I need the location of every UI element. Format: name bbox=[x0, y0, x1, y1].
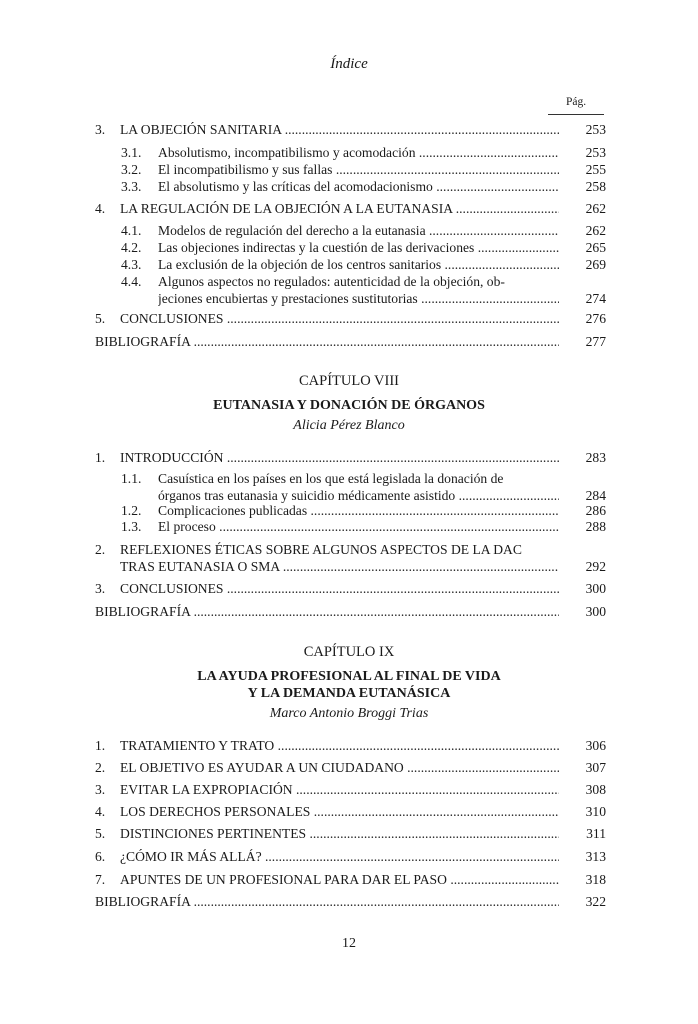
toc-bibliography bbox=[0, 893, 698, 911]
toc-entry-number: 4.3. bbox=[121, 257, 142, 272]
toc-entry bbox=[0, 200, 698, 218]
toc-entry-number: 3.1. bbox=[121, 145, 142, 160]
toc-subentry bbox=[0, 161, 698, 179]
toc-entry-number: 1. bbox=[95, 738, 106, 753]
toc-entry-page: 284 bbox=[585, 488, 606, 503]
toc-entry-page: 253 bbox=[585, 122, 606, 137]
toc-entry bbox=[0, 781, 698, 799]
page-number: 12 bbox=[342, 936, 356, 951]
toc-entry-page: 306 bbox=[585, 738, 606, 753]
toc-subentry bbox=[0, 256, 698, 274]
toc-entry bbox=[0, 541, 698, 559]
toc-entry-page: 258 bbox=[585, 179, 606, 194]
toc-entry-number: 1.2. bbox=[121, 503, 142, 518]
toc-subentry bbox=[0, 222, 698, 240]
toc-entry-page: 262 bbox=[585, 223, 606, 238]
toc-entry-page: 269 bbox=[585, 257, 606, 272]
toc-entry-title: ¿CÓMO IR MÁS ALLÁ? ..... bbox=[120, 848, 559, 866]
toc-entry-number: 3. bbox=[95, 782, 106, 797]
page-column-label: Pág. bbox=[565, 96, 587, 108]
toc-entry-number: 4.4. bbox=[121, 274, 142, 289]
toc-subentry bbox=[0, 144, 698, 162]
toc-entry-number: 3. bbox=[95, 581, 106, 596]
chapter-author: Alicia Pérez Blanco bbox=[293, 418, 405, 433]
toc-entry-number: 5. bbox=[95, 311, 106, 326]
toc-entry-title: REFLEXIONES ÉTICAS SOBRE ALGUNOS ASPECTOS DE LA DAC bbox=[120, 542, 522, 557]
toc-entry-number: 4. bbox=[95, 201, 106, 216]
toc-entry-title: El proceso ..... bbox=[158, 518, 559, 536]
toc-entry-page: 292 bbox=[585, 559, 606, 574]
toc-entry-title: La exclusión de la objeción de los centros sanitarios ..... bbox=[158, 256, 559, 274]
toc-entry-number: 6. bbox=[95, 849, 106, 864]
toc-entry-number: 2. bbox=[95, 542, 106, 557]
toc-entry-title: LOS DERECHOS PERSONALES ..... bbox=[120, 803, 559, 821]
toc-entry-title: órganos tras eutanasia y suicidio médicamente asistido ..... bbox=[158, 487, 559, 505]
chapter-title: EUTANASIA Y DONACIÓN DE ÓRGANOS bbox=[213, 398, 485, 413]
chapter-title-line2: Y LA DEMANDA EUTANÁSICA bbox=[247, 686, 451, 701]
toc-entry-page: 288 bbox=[585, 519, 606, 534]
toc-entry-number: 1.1. bbox=[121, 471, 142, 486]
toc-entry-continuation bbox=[0, 558, 698, 576]
toc-entry-number: 5. bbox=[95, 826, 106, 841]
chapter-title-line1: LA AYUDA PROFESIONAL AL FINAL DE VIDA bbox=[197, 669, 501, 684]
toc-entry-title: LA REGULACIÓN DE LA OBJECIÓN A LA EUTANASIA ..... bbox=[120, 200, 559, 218]
toc-entry-page: 311 bbox=[586, 826, 606, 841]
toc-entry bbox=[0, 121, 698, 139]
toc-entry bbox=[0, 449, 698, 467]
toc-entry-title: Modelos de regulación del derecho a la eutanasia ..... bbox=[158, 222, 559, 240]
toc-entry-number: 3. bbox=[95, 122, 106, 137]
toc-entry-number: 2. bbox=[95, 760, 106, 775]
toc-entry-number: 4.1. bbox=[121, 223, 142, 238]
toc-entry-title: INTRODUCCIÓN ..... bbox=[120, 449, 559, 467]
toc-entry-number: 4.2. bbox=[121, 240, 142, 255]
toc-entry-title: Las objeciones indirectas y la cuestión de las derivaciones ..... bbox=[158, 239, 559, 257]
toc-entry-page: 276 bbox=[585, 311, 606, 326]
toc-entry-title: Absolutismo, incompatibilismo y acomodación ..... bbox=[158, 144, 559, 162]
toc-entry bbox=[0, 871, 698, 889]
toc-entry-number: 1. bbox=[95, 450, 106, 465]
toc-entry-page: 313 bbox=[585, 849, 606, 864]
toc-subentry-continuation bbox=[0, 290, 698, 308]
toc-entry-title: jeciones encubiertas y prestaciones sustitutorias ..... bbox=[158, 290, 559, 308]
toc-entry-title: LA OBJECIÓN SANITARIA ..... bbox=[120, 121, 559, 139]
toc-entry-title: CONCLUSIONES ..... bbox=[120, 310, 559, 328]
toc-entry-title: Algunos aspectos no regulados: autenticidad de la objeción, ob- bbox=[158, 274, 505, 289]
toc-entry-number: 7. bbox=[95, 872, 106, 887]
toc-entry bbox=[0, 803, 698, 821]
chapter-author: Marco Antonio Broggi Trias bbox=[269, 706, 429, 721]
toc-entry-number: 1.3. bbox=[121, 519, 142, 534]
toc-entry-number: 3.2. bbox=[121, 162, 142, 177]
toc-entry-title: BIBLIOGRAFÍA ..... bbox=[95, 333, 559, 351]
page-column-rule bbox=[548, 114, 604, 115]
toc-entry-page: 262 bbox=[585, 201, 606, 216]
toc-entry-title: DISTINCIONES PERTINENTES ..... bbox=[120, 825, 559, 843]
toc-entry-page: 277 bbox=[585, 334, 606, 349]
toc-entry-number: 4. bbox=[95, 804, 106, 819]
toc-entry-title: Complicaciones publicadas ..... bbox=[158, 502, 559, 520]
toc-entry-page: 300 bbox=[585, 581, 606, 596]
toc-subentry bbox=[0, 273, 698, 291]
toc-entry bbox=[0, 825, 698, 843]
toc-subentry bbox=[0, 178, 698, 196]
toc-entry-page: 283 bbox=[585, 450, 606, 465]
toc-entry bbox=[0, 737, 698, 755]
toc-entry-page: 265 bbox=[585, 240, 606, 255]
toc-entry bbox=[0, 580, 698, 598]
toc-entry-page: 308 bbox=[585, 782, 606, 797]
toc-bibliography bbox=[0, 603, 698, 621]
toc-entry-page: 307 bbox=[585, 760, 606, 775]
toc-entry-number: 3.3. bbox=[121, 179, 142, 194]
toc-subentry bbox=[0, 518, 698, 536]
running-header: Índice bbox=[330, 56, 368, 72]
toc-entry-title: El incompatibilismo y sus fallas ..... bbox=[158, 161, 559, 179]
toc-entry-page: 253 bbox=[585, 145, 606, 160]
toc-entry-title: TRATAMIENTO Y TRATO ..... bbox=[120, 737, 559, 755]
toc-entry-title: CONCLUSIONES ..... bbox=[120, 580, 559, 598]
toc-entry-title: EVITAR LA EXPROPIACIÓN ..... bbox=[120, 781, 559, 799]
toc-entry-title: El absolutismo y las críticas del acomodacionismo ..... bbox=[158, 178, 559, 196]
chapter-number: CAPÍTULO IX bbox=[303, 644, 395, 660]
toc-entry bbox=[0, 310, 698, 328]
toc-entry-page: 322 bbox=[585, 894, 606, 909]
toc-entry-title: EL OBJETIVO ES AYUDAR A UN CIUDADANO ..... bbox=[120, 759, 559, 777]
toc-entry-page: 300 bbox=[585, 604, 606, 619]
toc-entry bbox=[0, 848, 698, 866]
toc-entry bbox=[0, 759, 698, 777]
toc-entry-title: APUNTES DE UN PROFESIONAL PARA DAR EL PASO ..... bbox=[120, 871, 559, 889]
toc-entry-title: BIBLIOGRAFÍA ..... bbox=[95, 893, 559, 911]
toc-entry-page: 255 bbox=[585, 162, 606, 177]
toc-entry-title: Casuística en los países en los que está legislada la donación de bbox=[158, 471, 504, 486]
chapter-number: CAPÍTULO VIII bbox=[298, 373, 399, 389]
toc-entry-title: BIBLIOGRAFÍA ..... bbox=[95, 603, 559, 621]
toc-entry-title: TRAS EUTANASIA O SMA ..... bbox=[120, 558, 559, 576]
toc-entry-page: 318 bbox=[585, 872, 606, 887]
toc-entry-page: 274 bbox=[585, 291, 606, 306]
toc-entry-page: 286 bbox=[585, 503, 606, 518]
toc-entry-page: 310 bbox=[585, 804, 606, 819]
toc-subentry bbox=[0, 470, 698, 488]
toc-subentry bbox=[0, 239, 698, 257]
toc-bibliography bbox=[0, 333, 698, 351]
